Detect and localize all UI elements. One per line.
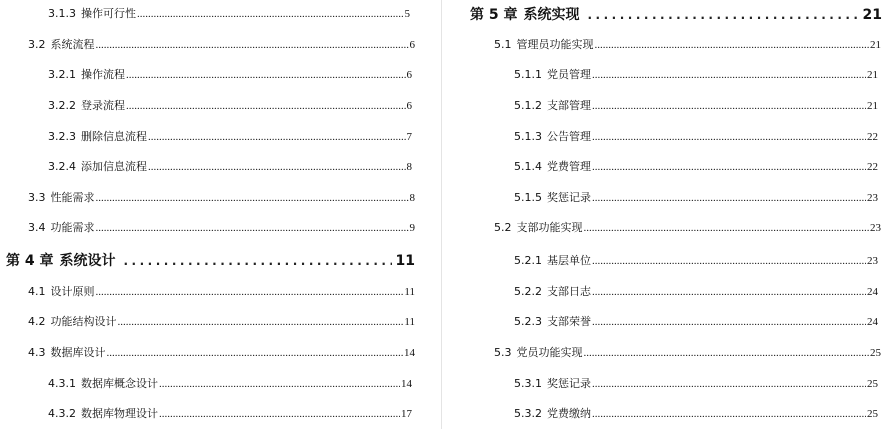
dot-leader (126, 99, 406, 113)
toc-right-column (444, 0, 888, 429)
toc-entry-number: 3.2.2 (48, 99, 76, 112)
toc-entry-number: 5.1.2 (514, 99, 542, 112)
toc-entry-number: 5.1.4 (514, 160, 542, 173)
toc-left-column (0, 0, 440, 429)
toc-entry-page: 14 (404, 347, 415, 359)
toc-entry-4-2[interactable] (28, 315, 415, 329)
toc-entry-5-1[interactable] (494, 38, 881, 52)
toc-entry-number: 5.2 (494, 221, 512, 234)
toc-entry-number: 5.2.2 (514, 285, 542, 298)
dot-leader (107, 346, 404, 360)
toc-entry-number: 5.1 (494, 38, 512, 51)
toc-chapter-number: 第 4 章 (6, 253, 54, 269)
toc-entry-title: 操作可行性 (81, 7, 136, 20)
toc-entry-5-2-3[interactable] (514, 315, 878, 329)
toc-entry-number: 3.2 (28, 38, 46, 51)
dot-leader (592, 99, 866, 113)
dot-leader (148, 130, 406, 144)
dot-leader (592, 377, 866, 391)
toc-entry-title: 添加信息流程 (81, 160, 147, 173)
toc-entry-page: 23 (870, 222, 881, 234)
toc-entry-3-2-1[interactable] (48, 68, 412, 82)
toc-entry-page: 22 (867, 161, 878, 173)
toc-entry-title: 性能需求 (50, 191, 95, 204)
dot-leader (592, 285, 866, 299)
toc-chapter-page: 11 (395, 253, 415, 269)
toc-entry-number: 5.2.1 (514, 254, 542, 267)
toc-entry-5-3-2[interactable] (514, 407, 878, 421)
dot-leader (588, 6, 859, 24)
dot-leader (96, 38, 409, 52)
toc-entry-title: 公告管理 (547, 130, 591, 143)
dot-leader (159, 407, 400, 421)
toc-entry-number: 3.4 (28, 221, 46, 234)
toc-entry-5-2[interactable] (494, 221, 881, 235)
dot-leader (96, 285, 404, 299)
toc-entry-title: 支部功能实现 (516, 221, 583, 234)
dot-leader (592, 68, 866, 82)
toc-entry-page: 11 (404, 316, 415, 328)
toc-entry-page: 24 (867, 286, 878, 298)
toc-entry-page: 23 (867, 192, 878, 204)
toc-entry-title: 基层单位 (547, 254, 591, 267)
toc-entry-number: 5.3.2 (514, 407, 542, 420)
toc-entry-5-2-2[interactable] (514, 285, 878, 299)
toc-entry-title: 数据库物理设计 (81, 407, 158, 420)
toc-entry-5-1-2[interactable] (514, 99, 878, 113)
toc-entry-title: 登录流程 (81, 99, 125, 112)
toc-entry-number: 5.1.1 (514, 68, 542, 81)
toc-entry-4-3[interactable] (28, 346, 415, 360)
toc-entry-page: 24 (867, 316, 878, 328)
toc-entry-title: 党费缴纳 (547, 407, 591, 420)
toc-entry-number: 4.2 (28, 315, 46, 328)
toc-entry-page: 25 (867, 408, 878, 420)
dot-leader (584, 221, 870, 235)
toc-entry-4-1[interactable] (28, 285, 415, 299)
toc-entry-number: 3.2.1 (48, 68, 76, 81)
toc-chapter-number: 第 5 章 (470, 7, 518, 23)
toc-entry-page: 21 (870, 39, 881, 51)
toc-entry-3-3[interactable] (28, 191, 415, 205)
toc-chapter-5[interactable] (470, 6, 882, 24)
toc-entry-number: 4.1 (28, 285, 46, 298)
toc-chapter-4[interactable] (6, 252, 415, 270)
toc-entry-page: 9 (409, 222, 415, 234)
dot-leader (592, 315, 866, 329)
toc-entry-title: 功能结构设计 (50, 315, 117, 328)
dot-leader (137, 7, 404, 21)
toc-entry-number: 5.1.3 (514, 130, 542, 143)
toc-entry-page: 8 (409, 192, 415, 204)
toc-entry-page: 23 (867, 255, 878, 267)
toc-chapter-title: 系统设计 (59, 253, 116, 269)
toc-entry-title: 党员功能实现 (516, 346, 583, 359)
toc-entry-page: 11 (404, 286, 415, 298)
toc-entry-4-3-2[interactable] (48, 407, 412, 421)
dot-leader (124, 252, 392, 270)
toc-entry-3-4[interactable] (28, 221, 415, 235)
dot-leader (96, 191, 409, 205)
toc-entry-page: 21 (867, 69, 878, 81)
toc-entry-3-2-2[interactable] (48, 99, 412, 113)
toc-entry-page: 25 (870, 347, 881, 359)
toc-chapter-title: 系统实现 (523, 7, 580, 23)
toc-entry-title: 系统流程 (50, 38, 95, 51)
toc-entry-title: 奖惩记录 (547, 191, 591, 204)
toc-entry-number: 4.3.2 (48, 407, 76, 420)
toc-entry-3-2-3[interactable] (48, 130, 412, 144)
toc-entry-title: 删除信息流程 (81, 130, 147, 143)
toc-entry-5-1-5[interactable] (514, 191, 878, 205)
toc-entry-page: 6 (406, 100, 412, 112)
toc-chapter-page: 21 (862, 7, 882, 23)
toc-entry-page: 6 (406, 69, 412, 81)
toc-entry-title: 功能需求 (50, 221, 95, 234)
toc-entry-page: 5 (404, 8, 410, 20)
toc-entry-title: 数据库设计 (50, 346, 106, 359)
dot-leader (592, 191, 866, 205)
toc-entry-page: 14 (401, 378, 412, 390)
toc-entry-page: 7 (406, 131, 412, 143)
dot-leader (126, 68, 406, 82)
dot-leader (584, 346, 870, 360)
toc-entry-title: 支部日志 (547, 285, 591, 298)
toc-entry-title: 党费管理 (547, 160, 591, 173)
toc-entry-title: 操作流程 (81, 68, 125, 81)
dot-leader (592, 160, 866, 174)
toc-entry-4-3-1[interactable] (48, 377, 412, 391)
toc-entry-page: 17 (401, 408, 412, 420)
toc-entry-number: 4.3.1 (48, 377, 76, 390)
toc-entry-5-1-4[interactable] (514, 160, 878, 174)
column-divider (441, 0, 442, 429)
toc-entry-number: 3.2.3 (48, 130, 76, 143)
toc-entry-page: 21 (867, 100, 878, 112)
toc-entry-5-1-3[interactable] (514, 130, 878, 144)
toc-entry-number: 5.3 (494, 346, 512, 359)
toc-entry-page: 8 (406, 161, 412, 173)
toc-entry-3-2-4[interactable] (48, 160, 412, 174)
toc-entry-number: 5.2.3 (514, 315, 542, 328)
toc-entry-number: 5.3.1 (514, 377, 542, 390)
toc-entry-5-1-1[interactable] (514, 68, 878, 82)
dot-leader (592, 407, 866, 421)
toc-entry-title: 奖惩记录 (547, 377, 591, 390)
dot-leader (159, 377, 400, 391)
toc-entry-3-1-3[interactable] (48, 7, 410, 21)
toc-entry-number: 3.1.3 (48, 7, 76, 20)
toc-entry-title: 数据库概念设计 (81, 377, 158, 390)
toc-entry-5-3-1[interactable] (514, 377, 878, 391)
dot-leader (118, 315, 404, 329)
toc-entry-title: 设计原则 (50, 285, 95, 298)
toc-entry-number: 3.3 (28, 191, 46, 204)
toc-entry-title: 支部管理 (547, 99, 591, 112)
toc-entry-page: 25 (867, 378, 878, 390)
dot-leader (592, 130, 866, 144)
toc-entry-title: 党员管理 (547, 68, 591, 81)
toc-entry-page: 22 (867, 131, 878, 143)
toc-entry-5-3[interactable] (494, 346, 881, 360)
toc-entry-number: 5.1.5 (514, 191, 542, 204)
toc-entry-number: 4.3 (28, 346, 46, 359)
toc-entry-5-2-1[interactable] (514, 254, 878, 268)
toc-entry-3-2[interactable] (28, 38, 415, 52)
dot-leader (96, 221, 409, 235)
toc-entry-page: 6 (409, 39, 415, 51)
toc-entry-title: 管理员功能实现 (516, 38, 594, 51)
dot-leader (595, 38, 870, 52)
toc-entry-number: 3.2.4 (48, 160, 76, 173)
dot-leader (592, 254, 866, 268)
dot-leader (148, 160, 406, 174)
toc-entry-title: 支部荣誉 (547, 315, 591, 328)
